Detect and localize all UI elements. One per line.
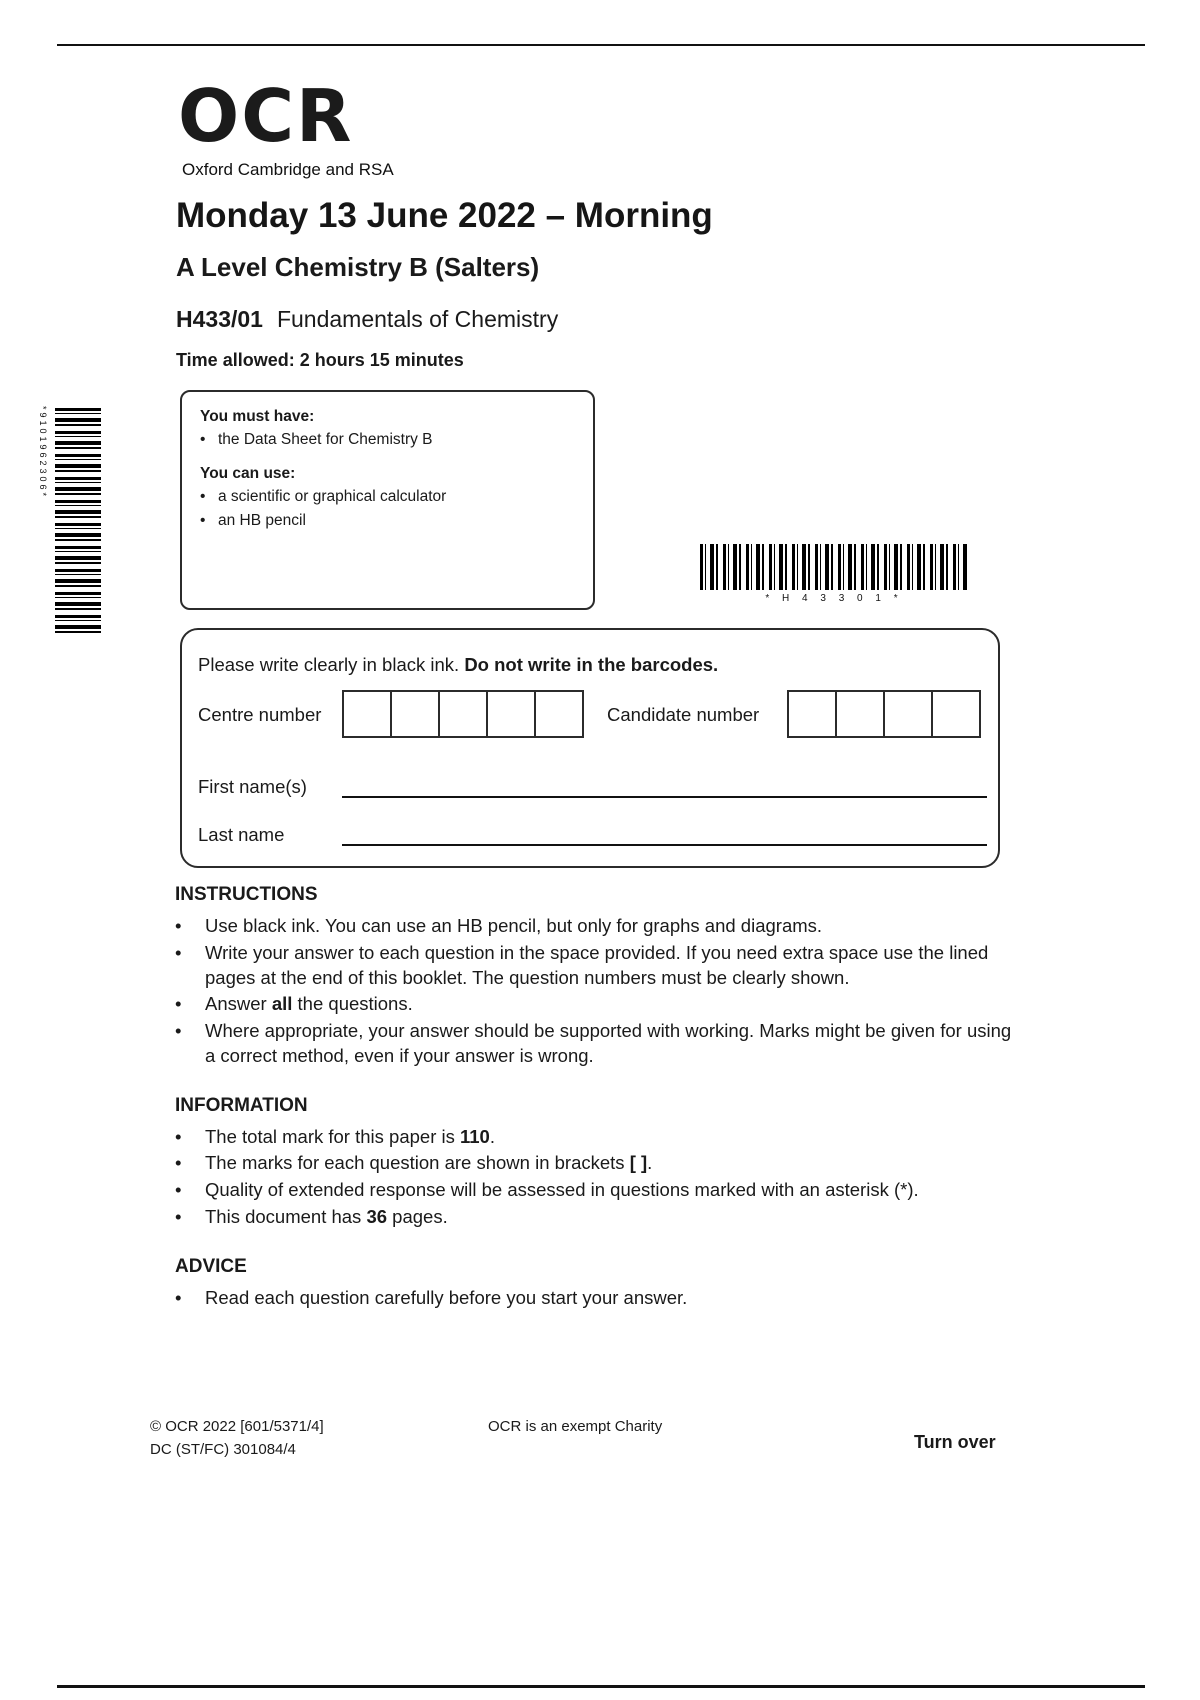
information-heading: INFORMATION [175, 1094, 308, 1116]
bullet-item [175, 992, 1023, 1017]
footer-copyright [150, 1416, 324, 1461]
bullet-item [175, 1178, 1023, 1203]
candidate-barcode-text: *9101962306* [38, 406, 48, 500]
bullet-text: the Data Sheet for Chemistry B [218, 431, 433, 448]
bullet-text: Read each question carefully before you start your answer. [205, 1286, 688, 1308]
advice-heading: ADVICE [175, 1255, 247, 1277]
bullet-item [200, 430, 575, 451]
bullet-text: Write your answer to each question in the space provided. If you need extra space use the lined pages at the end of this booklet. The question numbers must be clearly shown. [205, 941, 989, 988]
bullet-glyph: • [200, 511, 206, 529]
ink-instruction [198, 654, 718, 676]
ink-instruction-bold: Do not write in the barcodes. [464, 654, 719, 675]
materials-box [180, 390, 595, 610]
bullet-text: The marks for each question are shown in brackets [ ]. [205, 1152, 653, 1174]
bullet-text: a scientific or graphical calculator [218, 487, 447, 505]
advice-list [175, 1286, 1023, 1311]
bullet-text: This document has 36 pages. [205, 1206, 448, 1228]
bullet-glyph: • [175, 1125, 182, 1147]
bullet-item [175, 1125, 1023, 1150]
footer-copyright-line2: DC (ST/FC) 301084/4 [150, 1440, 296, 1458]
bullet-item [175, 1286, 1023, 1311]
ocr-logo-subtitle: Oxford Cambridge and RSA [182, 160, 394, 179]
bullet-glyph: • [175, 1206, 182, 1228]
front-page-sections [175, 884, 1023, 1337]
turn-over-label: Turn over [914, 1432, 996, 1452]
time-allowed: Time allowed: 2 hours 15 minutes [176, 350, 464, 370]
number-cell[interactable] [883, 690, 933, 738]
paper-barcode [700, 544, 968, 590]
centre-number-cells [342, 690, 584, 738]
bullet-glyph: • [175, 1179, 182, 1201]
bullet-text: Quality of extended response will be assessed in questions marked with an asterisk (*). [205, 1179, 919, 1201]
bullet-glyph: • [200, 487, 206, 505]
bullet-glyph: • [175, 993, 182, 1015]
bullet-item [175, 914, 1023, 939]
paper-line [176, 306, 558, 333]
bullet-glyph: • [200, 431, 206, 448]
bullet-text: Answer all the questions. [205, 993, 413, 1015]
bullet-item [175, 1019, 1023, 1069]
can-use-label: You can use: [200, 464, 296, 482]
first-name-input-line[interactable] [342, 796, 987, 798]
qualification-title: A Level Chemistry B (Salters) [176, 252, 540, 282]
ink-instruction-normal: Please write clearly in black ink. [198, 654, 465, 675]
ocr-logo: OCR [178, 74, 354, 158]
bullet-item [200, 487, 575, 508]
instructions-section [175, 884, 1023, 1069]
paper-title: Fundamentals of Chemistry [276, 306, 559, 332]
must-have-list [200, 430, 575, 451]
centre-number-label: Centre number [198, 704, 322, 725]
paper-barcode-text: * H 4 3 3 0 1 * [765, 593, 903, 604]
bullet-text: Where appropriate, your answer should be supported with working. Marks might be given for using a correct method, even if your answer is wrong. [205, 1020, 1012, 1066]
bullet-glyph: • [175, 1286, 182, 1308]
candidate-details-box [180, 628, 1000, 868]
bullet-glyph: • [175, 941, 182, 963]
footer-copyright-line1: © OCR 2022 [601/5371/4] [150, 1418, 324, 1435]
bullet-text: The total mark for this paper is 110. [205, 1125, 495, 1147]
number-cell[interactable] [534, 690, 584, 738]
candidate-number-cells [787, 690, 981, 738]
bullet-item [200, 511, 575, 532]
bullet-text: Use black ink. You can use an HB pencil, but only for graphs and diagrams. [205, 915, 823, 936]
top-rule [57, 44, 1145, 46]
number-cell[interactable] [486, 690, 536, 738]
number-cell[interactable] [787, 690, 837, 738]
footer-charity-note: OCR is an exempt Charity [488, 1418, 663, 1435]
bottom-rule [57, 1685, 1145, 1688]
instructions-heading: INSTRUCTIONS [175, 884, 318, 905]
bullet-glyph: • [175, 1152, 182, 1174]
bullet-text: an HB pencil [218, 511, 306, 529]
last-name-label: Last name [198, 824, 285, 845]
first-name-label: First name(s) [198, 776, 307, 797]
can-use-list [200, 487, 575, 532]
number-cell[interactable] [438, 690, 488, 738]
bullet-item [175, 941, 1023, 991]
number-cell[interactable] [835, 690, 885, 738]
bullet-item [175, 1205, 1023, 1230]
candidate-barcode [55, 408, 101, 636]
number-cell[interactable] [342, 690, 392, 738]
information-section [175, 1095, 1023, 1230]
advice-section [175, 1256, 1023, 1311]
must-have-label: You must have: [200, 408, 315, 425]
number-cell[interactable] [931, 690, 981, 738]
last-name-input-line[interactable] [342, 844, 987, 846]
information-list [175, 1125, 1023, 1230]
exam-date-title: Monday 13 June 2022 – Morning [176, 196, 713, 235]
instructions-list [175, 914, 1023, 1069]
paper-code: H433/01 [176, 306, 263, 332]
number-cell[interactable] [390, 690, 440, 738]
bullet-glyph: • [175, 915, 182, 936]
bullet-glyph: • [175, 1020, 182, 1042]
bullet-item [175, 1151, 1023, 1176]
candidate-number-label: Candidate number [607, 704, 760, 725]
